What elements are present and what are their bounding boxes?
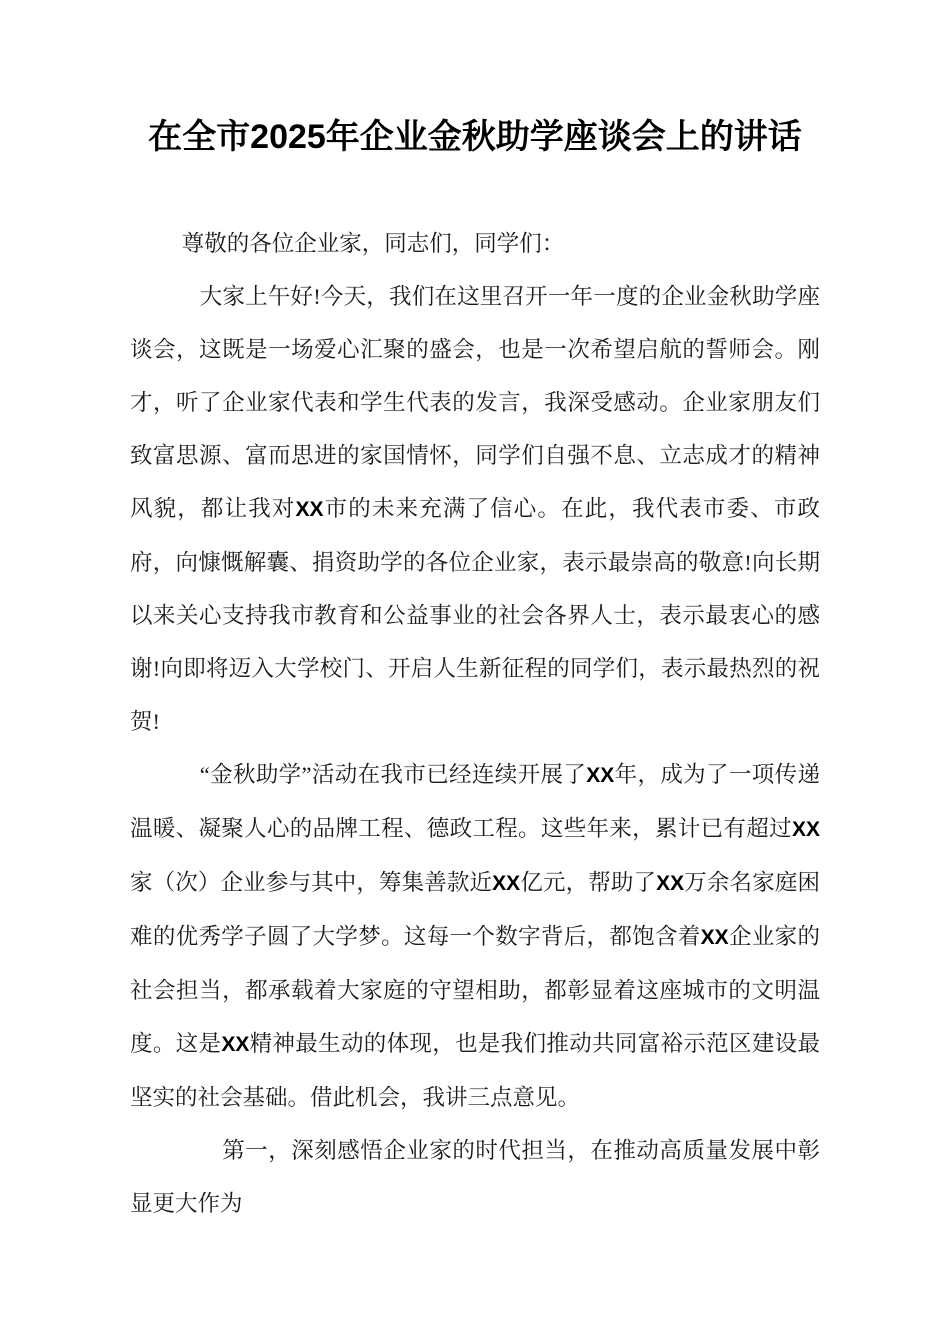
paragraph-background: “金秋助学”活动在我市已经连续开展了XX年，成为了一项传递温暖、凝聚人心的品牌工程、德政工程。这些年来，累计已有超过XX家（次）企业参与其中，筹集善款近XX亿元，帮助了XX万余名家庭困难的优秀学子圆了大学梦。这每一个数字背后，都饱含着XX企业家的社会担当，都承载着大家庭的守望相助，都彰显着这座城市的文明温度。这是XX精神最生动的体现，也是我们推动共同富裕示范区建设最坚实的社会基础。借此机会，我讲三点意见。 xyxy=(130,762,820,1110)
paragraph-point-one: 第一，深刻感悟企业家的时代担当，在推动高质量发展中彰显更大作为 xyxy=(130,1138,820,1216)
page-title: 在全市2025年企业金秋助学座谈会上的讲话 xyxy=(148,118,802,156)
placeholder-token: XX xyxy=(221,1033,250,1056)
document-body xyxy=(130,0,820,1230)
placeholder-token: XX xyxy=(700,926,729,949)
paragraph-salutation: 尊敬的各位企业家，同志们，同学们： xyxy=(181,231,565,256)
placeholder-token: XX xyxy=(586,764,615,787)
placeholder-token: XX xyxy=(492,872,521,895)
placeholder-token: XX xyxy=(656,872,685,895)
placeholder-token: XX xyxy=(791,818,820,841)
placeholder-token: XX xyxy=(295,498,324,521)
paragraph-greeting: 大家上午好!今天，我们在这里召开一年一度的企业金秋助学座谈会，这既是一场爱心汇聚的盛会，也是一次希望启航的誓师会。刚才，听了企业家代表和学生代表的发言，我深受感动。企业家朋友们致富思源、富而思进的家国情怀，同学们自强不息、立志成才的精神风貌，都让我对XX市的未来充满了信心。在此，我代表市委、市政府，向慷慨解囊、捐资助学的各位企业家，表示最崇高的敬意!向长期以来关心支持我市教育和公益事业的社会各界人士，表示最衷心的感谢!向即将迈入大学校门、开启人生新征程的同学们，表示最热烈的祝贺! xyxy=(130,284,820,734)
